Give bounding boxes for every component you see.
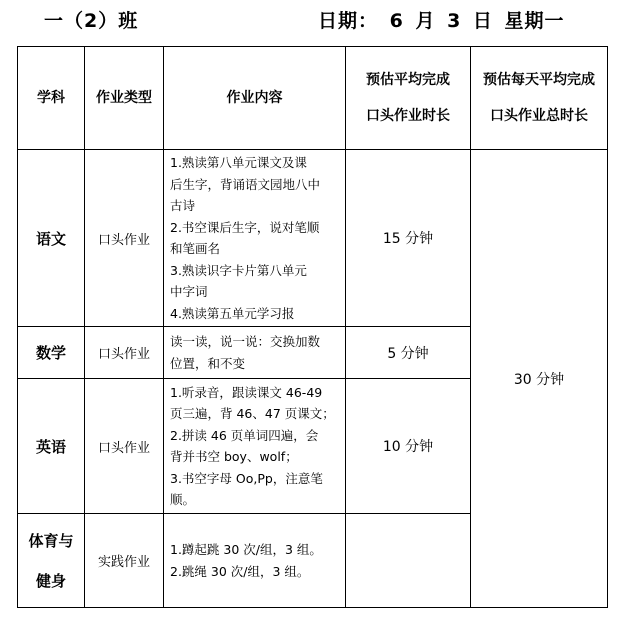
type-cell: 口头作业 (85, 327, 164, 379)
content-cell (164, 327, 346, 379)
col-estimated-duration-line2: 口头作业时长 (366, 108, 450, 124)
content-line: 页三遍，背 46、47 页课文； (170, 406, 335, 421)
content-line: 和笔画名 (170, 241, 221, 256)
type-cell: 口头作业 (85, 150, 164, 327)
content-cell (164, 514, 346, 608)
subject-cell: 英语 (18, 379, 85, 514)
content-line: 位置，和不变 (170, 355, 246, 371)
duration-cell: 10 分钟 (346, 379, 471, 514)
content-line: 3.熟读识字卡片第八单元 (170, 262, 307, 278)
col-homework-content: 作业内容 (164, 47, 346, 150)
content-line: 2.书空课后生字，说对笔顺 (170, 219, 320, 235)
content-line: 1.蹲起跳 30 次/组，3 组。 (170, 542, 322, 557)
duration-cell: 5 分钟 (346, 327, 471, 379)
content-cell (164, 379, 346, 514)
date-title: 日期： 6 月 3 日 星期一 (318, 10, 565, 32)
col-daily-total (471, 47, 608, 150)
content-line: 背并书空 boy、wolf； (170, 449, 298, 464)
subject-line1: 体育与 (28, 531, 74, 550)
subject-cell (18, 514, 85, 608)
content-line: 4.熟读第五单元学习报 (170, 305, 295, 321)
col-estimated-duration (346, 47, 471, 150)
duration-cell: 15 分钟 (346, 150, 471, 327)
col-subject: 学科 (18, 47, 85, 150)
col-daily-total-line2: 口头作业总时长 (490, 108, 588, 124)
class-title: 一（2）班 (44, 10, 139, 32)
col-daily-total-line1: 预估每天平均完成 (483, 72, 595, 88)
content-cell (164, 150, 346, 327)
content-line: 古诗 (170, 198, 196, 213)
homework-table (17, 46, 608, 608)
col-estimated-duration-line1: 预估平均完成 (366, 72, 450, 88)
table-row-chinese (18, 150, 608, 327)
col-homework-type: 作业类型 (85, 47, 164, 150)
type-cell: 实践作业 (85, 514, 164, 608)
content-line: 1.熟读第八单元课文及课 (170, 155, 307, 170)
content-line: 后生字，背诵语文园地八中 (170, 176, 321, 192)
content-line: 中字词 (170, 284, 208, 299)
content-line: 2.跳绳 30 次/组，3 组。 (170, 563, 310, 579)
header-row (18, 47, 608, 150)
content-line: 顺。 (170, 492, 196, 507)
daily-total-cell: 30 分钟 (471, 150, 608, 608)
type-cell: 口头作业 (85, 379, 164, 514)
subject-cell: 数学 (18, 327, 85, 379)
content-line: 3.书空字母 Oo,Pp，注意笔 (170, 470, 323, 486)
duration-cell (346, 514, 471, 608)
content-line: 2.拼读 46 页单词四遍，会 (170, 427, 319, 443)
content-line: 1.听录音，跟读课文 46-49 (170, 384, 323, 400)
content-line: 读一读，说一说：交换加数 (170, 334, 321, 349)
subject-cell: 语文 (18, 150, 85, 327)
subject-line2: 健身 (35, 571, 66, 590)
